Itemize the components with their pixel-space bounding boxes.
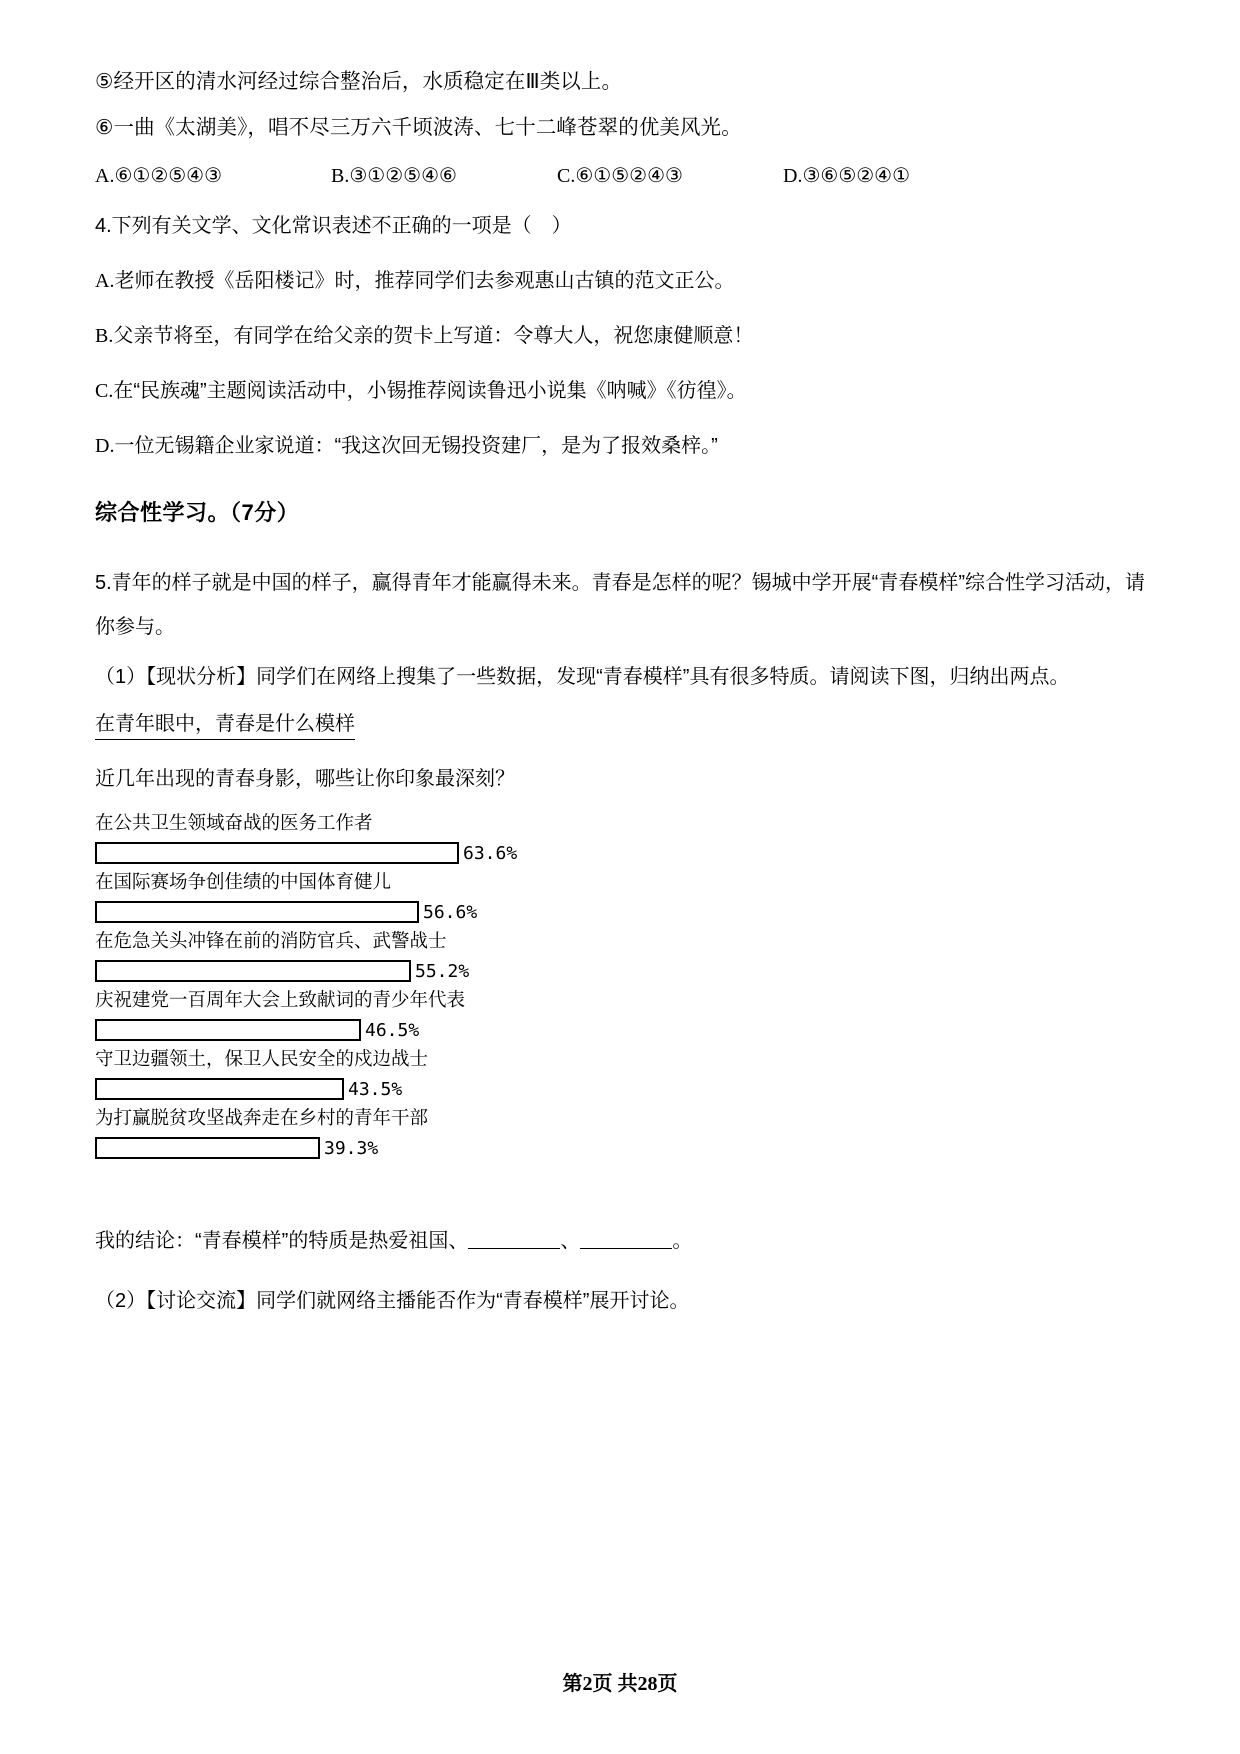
survey-title-wrap bbox=[95, 707, 735, 762]
conclusion-line bbox=[95, 1224, 1145, 1253]
q3-option-d-text: ③⑥⑤②④① bbox=[802, 165, 911, 187]
q4-choice-c-lead: C. bbox=[95, 380, 114, 402]
bar-label: 为打赢脱贫攻坚战奔走在乡村的青年干部 bbox=[95, 1108, 429, 1129]
bar-block bbox=[95, 929, 735, 985]
q4-stem: 4.下列有关文学、文化常识表述不正确的一项是（ ） bbox=[95, 215, 572, 237]
sentence-5: ⑤经开区的清水河经过综合整治后，水质稳定在Ⅲ类以上。 bbox=[95, 70, 623, 93]
bar-block bbox=[95, 988, 735, 1044]
bar-block bbox=[95, 811, 735, 867]
q5-intro: 5.青年的样子就是中国的样子，赢得青年才能赢得未来。青春是怎样的呢？锡城中学开展“青春模样”综合性学习活动，请你参与。 bbox=[95, 572, 1145, 638]
q3-option-a-text: ⑥①②⑤④③ bbox=[114, 165, 223, 187]
q4-choice-d[interactable] bbox=[95, 429, 1145, 458]
conclusion-prefix: 我的结论：“青春模样”的特质是热爱祖国、 bbox=[95, 1230, 469, 1252]
bar-rect bbox=[95, 1078, 344, 1100]
q3-option-c-text: ⑥①⑤②④③ bbox=[575, 165, 683, 187]
q3-option-a[interactable] bbox=[95, 163, 222, 188]
bar-row bbox=[95, 839, 735, 867]
survey-figure bbox=[95, 707, 735, 1162]
q4-choice-a[interactable] bbox=[95, 264, 1145, 293]
survey-question: 近几年出现的青春身影，哪些让你印象最深刻？ bbox=[95, 768, 515, 790]
bar-rect bbox=[95, 1137, 320, 1159]
bar-value: 55.2% bbox=[415, 960, 470, 982]
bar-row bbox=[95, 957, 735, 985]
bar-block bbox=[95, 1106, 735, 1162]
q3-option-d[interactable] bbox=[783, 163, 910, 188]
bar-rect bbox=[95, 842, 459, 864]
q4-choice-d-text: 一位无锡籍企业家说道：“我这次回无锡投资建厂，是为了报效桑梓。” bbox=[114, 435, 718, 457]
q3-option-b-text: ③①②⑤④⑥ bbox=[349, 165, 457, 187]
conclusion-suffix: 。 bbox=[672, 1230, 693, 1252]
bar-value: 46.5% bbox=[365, 1019, 420, 1041]
q3-options-row bbox=[95, 163, 1145, 191]
q3-option-b-lead: B. bbox=[331, 165, 350, 187]
section-heading: 综合性学习。（7分） bbox=[95, 500, 300, 525]
bar-value: 39.3% bbox=[324, 1137, 379, 1159]
bar-value: 56.6% bbox=[423, 901, 478, 923]
q3-option-d-lead: D. bbox=[783, 165, 803, 187]
page-footer: 第2页 共28页 bbox=[562, 1673, 678, 1695]
q4-choice-a-lead: A. bbox=[95, 270, 115, 292]
bar-label: 在国际赛场争创佳绩的中国体育健儿 bbox=[95, 872, 392, 893]
q3-option-c-lead: C. bbox=[557, 165, 576, 187]
q5-part1: （1）【现状分析】同学们在网络上搜集了一些数据，发现“青春模样”具有很多特质。请阅读下图，归纳出两点。 bbox=[95, 666, 1070, 688]
q4-choice-c[interactable] bbox=[95, 374, 1145, 403]
conclusion-mid: 、 bbox=[560, 1230, 581, 1252]
bar-value: 63.6% bbox=[463, 842, 518, 864]
q4-choice-d-lead: D. bbox=[95, 435, 115, 457]
bar-label: 在危急关头冲锋在前的消防官兵、武警战士 bbox=[95, 931, 447, 952]
survey-title: 在青年眼中，青春是什么模样 bbox=[95, 707, 355, 740]
bar-row bbox=[95, 1075, 735, 1103]
bar-block bbox=[95, 870, 735, 926]
bar-label: 庆祝建党一百周年大会上致献词的青少年代表 bbox=[95, 990, 466, 1011]
bar-row bbox=[95, 898, 735, 926]
bar-block bbox=[95, 1047, 735, 1103]
answer-blank-2[interactable] bbox=[580, 1232, 672, 1249]
bar-rect bbox=[95, 901, 419, 923]
q4-choice-b[interactable] bbox=[95, 319, 1145, 348]
bar-rect bbox=[95, 1019, 361, 1041]
bar-row bbox=[95, 1134, 735, 1162]
q4-choice-b-lead: B. bbox=[95, 325, 114, 347]
q5-part2: （2）【讨论交流】同学们就网络主播能否作为“青春模样”展开讨论。 bbox=[95, 1290, 690, 1312]
q3-option-b[interactable] bbox=[331, 163, 457, 188]
q4-choice-c-text: 在“民族魂”主题阅读活动中，小锡推荐阅读鲁迅小说集《呐喊》《彷徨》。 bbox=[113, 380, 747, 402]
bar-label: 守卫边疆领土，保卫人民安全的戍边战士 bbox=[95, 1049, 429, 1070]
q4-choice-a-text: 老师在教授《岳阳楼记》时，推荐同学们去参观惠山古镇的范文正公。 bbox=[114, 270, 735, 292]
q4-choice-b-text: 父亲节将至，有同学在给父亲的贺卡上写道：令尊大人，祝您康健顺意！ bbox=[113, 325, 754, 347]
bar-row bbox=[95, 1016, 735, 1044]
q3-option-a-lead: A. bbox=[95, 165, 115, 187]
q3-option-c[interactable] bbox=[557, 163, 683, 188]
bar-rect bbox=[95, 960, 411, 982]
sentence-6: ⑥一曲《太湖美》，唱不尽三万六千顷波涛、七十二峰苍翠的优美风光。 bbox=[95, 115, 742, 139]
bar-value: 43.5% bbox=[348, 1078, 403, 1100]
answer-blank-1[interactable] bbox=[468, 1232, 560, 1249]
bar-label: 在公共卫生领域奋战的医务工作者 bbox=[95, 813, 373, 834]
